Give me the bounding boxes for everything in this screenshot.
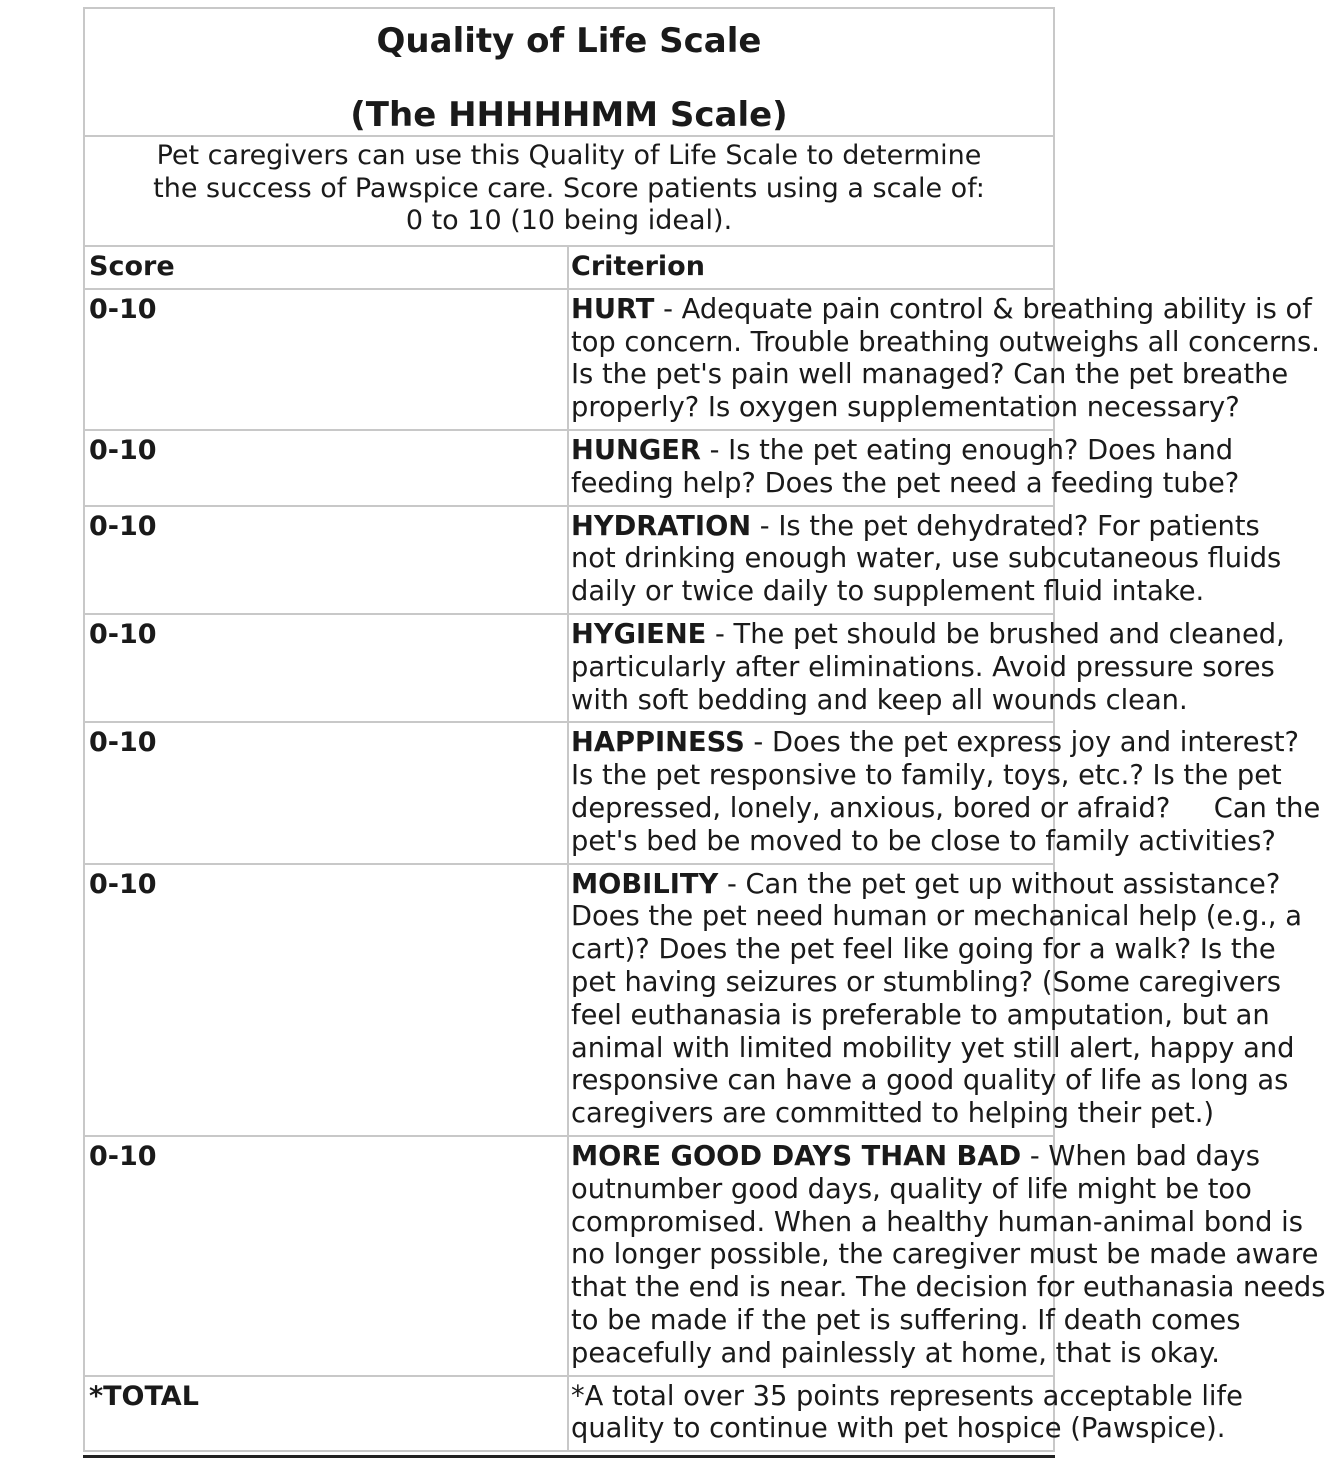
- total-note: [569, 1377, 1243, 1453]
- criteria-body: [85, 290, 1325, 1377]
- title-row: [85, 9, 1053, 137]
- total-note-line: *A total over 35 points represents acceptable life: [571, 1380, 1243, 1412]
- criterion-line: [571, 868, 1281, 902]
- criterion-cell: [569, 723, 1321, 864]
- criterion-row: [85, 431, 1053, 507]
- score-cell: 0-10: [85, 723, 569, 864]
- criterion-line: [571, 1140, 1260, 1174]
- criterion-line: top concern. Trouble breathing outweighs all concerns.: [571, 326, 1320, 358]
- criterion-heading: MORE GOOD DAYS THAN BAD: [571, 1140, 1022, 1172]
- criterion-line: to be made if the pet is suffering. If death comes: [571, 1304, 1241, 1336]
- page-title: Quality of Life Scale: [376, 21, 762, 61]
- intro-line: 0 to 10 (10 being ideal).: [405, 205, 733, 236]
- criterion-line: [571, 510, 1260, 544]
- score-cell: 0-10: [85, 615, 569, 723]
- criterion-line: not drinking enough water, use subcutaneous fluids: [571, 543, 1282, 575]
- total-note-line: quality to continue with pet hospice (Pawspice).: [571, 1413, 1226, 1445]
- criterion-line: [571, 727, 1300, 760]
- intro-cell: [85, 137, 1053, 247]
- criterion-line: properly? Is oxygen supplementation necessary?: [571, 392, 1240, 424]
- criterion-line: [571, 434, 1234, 468]
- criterion-row: [85, 507, 1053, 615]
- intro-line: Pet caregivers can use this Quality of Life Scale to determine: [156, 140, 982, 171]
- criterion-heading: HYDRATION: [571, 510, 752, 542]
- criterion-cell: [569, 615, 1285, 723]
- criterion-heading: HURT: [571, 293, 655, 325]
- criterion-text: - Is the pet dehydrated? For patients: [751, 510, 1260, 542]
- criterion-text: - Is the pet eating enough? Does hand: [700, 434, 1234, 466]
- criterion-line: Is the pet's pain well managed? Can the pet breathe: [571, 359, 1289, 391]
- criterion-line: particularly after eliminations. Avoid pressure sores: [571, 651, 1275, 683]
- criterion-row: [85, 1137, 1053, 1377]
- criterion-cell: [569, 431, 1240, 507]
- criterion-row: [85, 290, 1053, 431]
- criterion-cell: [569, 1137, 1325, 1377]
- criterion-line: daily or twice daily to supplement fluid intake.: [571, 576, 1205, 608]
- criterion-cell: [569, 290, 1320, 431]
- criterion-row: [85, 723, 1053, 864]
- column-header-row: [85, 247, 1053, 290]
- criterion-line: outnumber good days, quality of life might be too: [571, 1173, 1252, 1205]
- criterion-line: peacefully and painlessly at home, that is okay.: [571, 1337, 1220, 1369]
- title-cell: [85, 9, 1053, 137]
- criterion-line: [571, 293, 1312, 327]
- criterion-heading: HAPPINESS: [571, 727, 745, 759]
- total-label: *TOTAL: [85, 1377, 569, 1453]
- score-column-header: Score: [85, 247, 569, 290]
- score-cell: 0-10: [85, 865, 569, 1137]
- bottom-rule: [83, 1455, 1055, 1458]
- criterion-line: [571, 618, 1285, 652]
- total-row: [85, 1377, 1053, 1453]
- criterion-line: caregivers are committed to helping their pet.): [571, 1098, 1215, 1130]
- criterion-heading: HYGIENE: [571, 618, 707, 650]
- criterion-heading: HUNGER: [571, 434, 701, 466]
- criterion-line: feel euthanasia is preferable to amputation, but an: [571, 999, 1270, 1031]
- criterion-row: [85, 865, 1053, 1137]
- score-cell: 0-10: [85, 1137, 569, 1377]
- criterion-line: pet's bed be moved to be close to family activities?: [571, 825, 1276, 857]
- criterion-line: pet having seizures or stumbling? (Some caregivers: [571, 966, 1282, 998]
- intro-line: the success of Pawspice care. Score patients using a scale of:: [153, 172, 985, 204]
- quality-of-life-table: [83, 7, 1325, 1452]
- criterion-line: depressed, lonely, anxious, bored or afraid? Can the: [571, 792, 1321, 824]
- criterion-line: feeding help? Does the pet need a feeding tube?: [571, 467, 1240, 499]
- criterion-line: with soft bedding and keep all wounds clean.: [571, 684, 1188, 716]
- criterion-line: cart)? Does the pet feel like going for a walk? Is the: [571, 934, 1276, 966]
- criterion-line: that the end is near. The decision for euthanasia needs: [571, 1272, 1325, 1304]
- criterion-line: Is the pet responsive to family, toys, etc.? Is the pet: [571, 760, 1282, 792]
- criterion-line: Does the pet need human or mechanical help (e.g., a: [571, 901, 1302, 933]
- criterion-text: - The pet should be brushed and cleaned,: [706, 618, 1285, 650]
- criterion-row: [85, 615, 1053, 723]
- intro-row: [85, 137, 1053, 247]
- score-cell: 0-10: [85, 290, 569, 431]
- criterion-text: - Can the pet get up without assistance?: [718, 868, 1281, 900]
- page-subtitle: (The HHHHHMM Scale): [350, 95, 788, 135]
- score-cell: 0-10: [85, 507, 569, 615]
- criterion-line: responsive can have a good quality of life as long as: [571, 1065, 1289, 1097]
- criterion-text: - Does the pet express joy and interest?: [744, 727, 1300, 759]
- criterion-cell: [569, 865, 1302, 1137]
- criterion-line: animal with limited mobility yet still alert, happy and: [571, 1032, 1295, 1064]
- criterion-text: - Adequate pain control & breathing ability is of: [654, 293, 1312, 325]
- score-cell: 0-10: [85, 431, 569, 507]
- criterion-line: no longer possible, the caregiver must be made aware: [571, 1239, 1319, 1271]
- criterion-column-header: Criterion: [569, 247, 1053, 290]
- criterion-line: compromised. When a healthy human-animal bond is: [571, 1206, 1303, 1238]
- criterion-text: - When bad days: [1021, 1140, 1260, 1172]
- criterion-heading: MOBILITY: [571, 868, 719, 900]
- criterion-cell: [569, 507, 1282, 615]
